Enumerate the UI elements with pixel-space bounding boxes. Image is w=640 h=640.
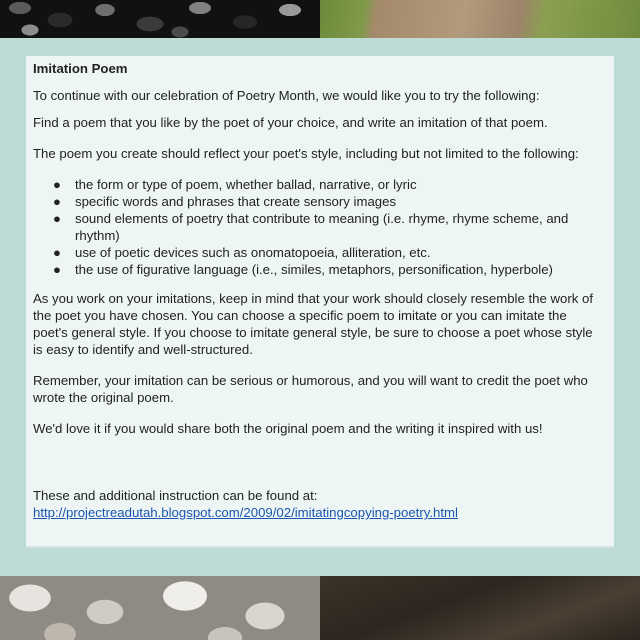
source-link[interactable]: http://projectreadutah.blogspot.com/2009/02/imitatingcopying-poetry.html xyxy=(33,505,458,520)
reflect-paragraph: The poem you create should reflect your poet's style, including but not limited to the following: xyxy=(33,146,579,161)
intro-paragraph: To continue with our celebration of Poetry Month, we would like you to try the following: xyxy=(33,88,540,103)
bullet-icon: ● xyxy=(53,262,61,277)
bullet-icon: ● xyxy=(53,194,61,209)
as-you-work-paragraph: As you work on your imitations, keep in mind that your work should closely resemble the work of the poet you have chosen. You can choose a specific poem to imitate or you can imitate the poet's general style. If you choose to imitate general style, be sure to choose a poet whose style is easy to identify and well-structured. xyxy=(33,291,593,357)
list-item: ● use of poetic devices such as onomatopoeia, alliteration, etc. xyxy=(53,245,431,260)
footer-text: These and additional instruction can be found at: xyxy=(33,488,318,503)
bullet-icon: ● xyxy=(53,177,61,192)
list-item: ● the form or type of poem, whether ballad, narrative, or lyric xyxy=(53,177,417,192)
remember-paragraph: Remember, your imitation can be serious or humorous, and you will want to credit the poet who wrote the original poem. xyxy=(33,373,588,405)
list-item: ● specific words and phrases that create sensory images xyxy=(53,194,397,209)
spacer xyxy=(33,447,603,487)
list-item: ● sound elements of poetry that contribute to meaning (i.e. rhyme, rhyme scheme, and rhythm) xyxy=(53,211,569,243)
bullet-icon: ● xyxy=(53,211,61,226)
instruction-content xyxy=(33,60,603,521)
list-item: ● the use of figurative language (i.e., similes, metaphors, personification, hyperbole) xyxy=(53,262,553,277)
page-title: Imitation Poem xyxy=(33,61,128,76)
stones-photo-top-left xyxy=(0,0,320,38)
style-elements-list xyxy=(33,176,603,278)
bullet-icon: ● xyxy=(53,245,61,260)
instruction-card xyxy=(26,56,614,548)
pebbles-photo-bottom-left xyxy=(0,576,320,640)
dirt-road-photo-top-right xyxy=(320,0,640,38)
soil-photo-bottom-right xyxy=(320,576,640,640)
share-paragraph: We'd love it if you would share both the original poem and the writing it inspired with us! xyxy=(33,421,543,436)
find-paragraph: Find a poem that you like by the poet of your choice, and write an imitation of that poem. xyxy=(33,115,548,130)
